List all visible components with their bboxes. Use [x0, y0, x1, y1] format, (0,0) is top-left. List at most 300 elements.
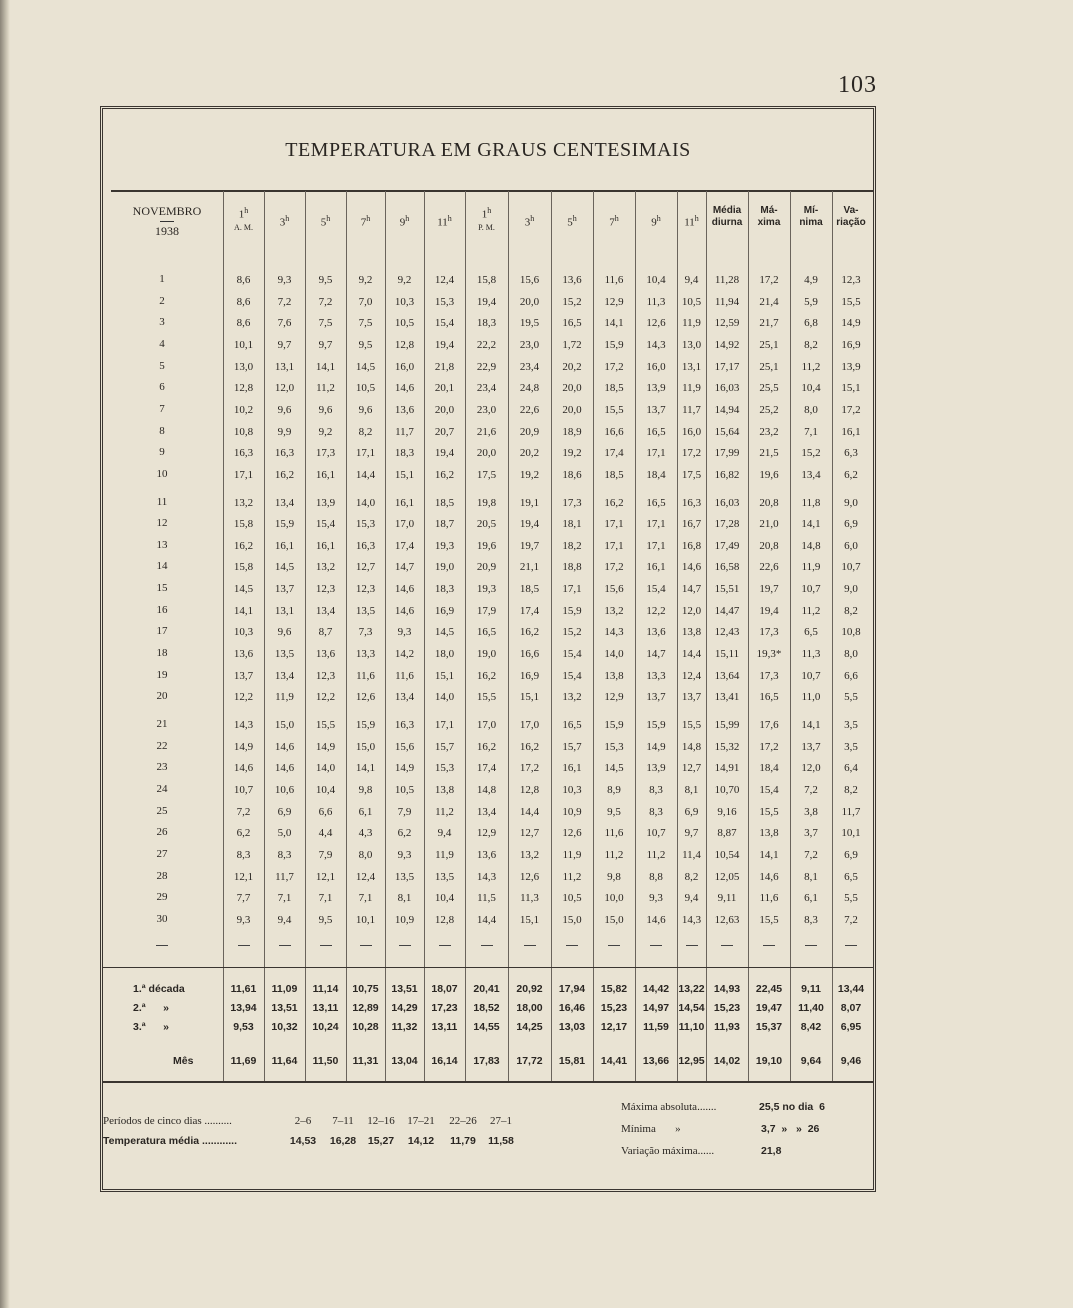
table-cell: 15,8 — [233, 518, 254, 531]
table-cell: 8,1 — [397, 892, 412, 905]
summary-cell: 10,32 — [271, 1021, 298, 1033]
period-mean: 16,28 — [329, 1135, 357, 1147]
column-header-sup: h — [366, 214, 371, 223]
table-cell: 17,3 — [759, 669, 779, 682]
table-cell: 14,5 — [434, 626, 455, 639]
column-header — [385, 213, 424, 229]
table-cell: 14,6 — [394, 583, 415, 596]
table-cell: 11,9 — [435, 848, 454, 861]
table-cell: 16,2 — [476, 669, 497, 682]
table-cell: 12,2 — [233, 691, 254, 704]
table-cell: 6,1 — [358, 805, 373, 818]
table-cell: 17,2 — [604, 561, 624, 574]
summary-cell: 13,51 — [271, 1002, 298, 1014]
table-cell: 10,8 — [841, 626, 861, 639]
summary-cell: 17,72 — [516, 1055, 543, 1067]
table-cell: 14,8 — [681, 740, 702, 753]
table-cell: 14,4 — [476, 913, 497, 926]
table-cell: 9,9 — [277, 425, 292, 438]
table-cell: 19,7 — [519, 539, 540, 552]
table-cell: 11,3 — [520, 892, 539, 905]
page-title: TEMPERATURA EM GRAUS CENTESIMAIS — [285, 139, 691, 161]
table-cell: 13,6 — [394, 403, 415, 416]
table-cell: 19,3 — [476, 583, 497, 596]
table-cell: 15,99 — [714, 719, 740, 731]
table-cell: 21,6 — [476, 425, 497, 438]
period-range: 7–11 — [332, 1115, 354, 1127]
table-cell: 17,5 — [476, 468, 497, 481]
table-cell: 14,0 — [434, 691, 455, 704]
table-cell: 11,2 — [562, 870, 582, 883]
period-mean: 11,79 — [450, 1135, 476, 1147]
table-cell: 19,4 — [759, 604, 779, 617]
period-mean: 14,53 — [289, 1135, 317, 1147]
summary-label: Mês — [173, 1055, 194, 1067]
row-dash — [320, 945, 332, 946]
table-cell: 13,5 — [355, 604, 376, 617]
table-cell: 17,3 — [315, 447, 336, 460]
table-cell: 15,4 — [434, 317, 455, 330]
summary-cell: 9,53 — [233, 1021, 254, 1033]
table-cell: 20,0 — [476, 447, 497, 460]
table-cell: 12,3 — [315, 583, 336, 596]
table-cell: 8,6 — [236, 274, 251, 286]
table-cell: 12,4 — [355, 870, 376, 883]
table-cell: 13,5 — [394, 870, 415, 883]
table-cell: 16,03 — [714, 496, 740, 509]
day-label: 10 — [156, 467, 168, 480]
table-cell: 14,8 — [801, 539, 821, 552]
table-cell: 8,9 — [607, 783, 621, 796]
table-cell: 16,6 — [519, 648, 540, 661]
month-header — [111, 205, 223, 237]
table-cell: 12,7 — [519, 827, 540, 840]
table-cell: 17,3 — [759, 626, 779, 639]
table-cell: 12,59 — [714, 317, 740, 330]
table-cell: 23,4 — [519, 360, 540, 373]
table-cell: 13,9 — [315, 496, 336, 509]
table-cell: 15,0 — [355, 740, 376, 753]
table-cell: 7,1 — [277, 892, 292, 905]
summary-cell: 9,46 — [840, 1055, 862, 1067]
row-dash — [156, 945, 168, 946]
table-cell: 12,43 — [714, 626, 740, 639]
table-cell: 10,7 — [801, 669, 821, 682]
table-cell: 11,9 — [682, 317, 701, 330]
table-cell: 21,8 — [434, 360, 455, 373]
table-cell: 14,3 — [646, 338, 666, 351]
table-cell: 14,7 — [646, 648, 666, 661]
column-header-sup: h — [447, 214, 452, 223]
table-cell: 16,5 — [562, 719, 582, 731]
table-cell: 8,6 — [236, 295, 251, 308]
table-cell: 12,4 — [681, 669, 702, 682]
table-cell: 7,2 — [318, 295, 333, 308]
table-cell: 13,9 — [841, 360, 861, 373]
table-cell: 13,6 — [562, 274, 582, 286]
table-cell: 15,2 — [562, 626, 582, 639]
summary-cell: 11,10 — [678, 1021, 705, 1033]
column-header-main: 1 — [238, 208, 245, 221]
table-cell: 19,6 — [759, 468, 779, 481]
table-cell: 13,1 — [274, 360, 295, 373]
table-cell: 12,6 — [355, 691, 376, 704]
table-cell: 12,2 — [315, 691, 336, 704]
row-dash — [763, 945, 775, 946]
table-cell: 16,2 — [434, 468, 455, 481]
table-cell: 18,0 — [434, 648, 455, 661]
table-cell: 16,5 — [646, 496, 666, 509]
summary-cell: 12,17 — [600, 1021, 628, 1033]
table-cell: 18,9 — [562, 425, 582, 438]
summary-cell: 11,50 — [312, 1055, 339, 1067]
table-cell: 13,1 — [681, 360, 702, 373]
column-header-sub: A. M. — [234, 222, 253, 232]
day-label: 9 — [159, 446, 165, 459]
table-cell: 9,11 — [717, 892, 737, 905]
table-cell: 17,2 — [759, 274, 779, 286]
table-cell: 15,4 — [646, 583, 666, 596]
table-cell: 9,8 — [358, 783, 373, 796]
table-cell: 10,6 — [274, 783, 295, 796]
table-cell: 6,5 — [844, 870, 858, 883]
table-cell: 9,7 — [684, 827, 699, 840]
summary-cell: 13,51 — [391, 983, 418, 995]
table-cell: 11,9 — [801, 561, 821, 574]
table-cell: 8,3 — [649, 805, 663, 818]
table-cell: 17,1 — [604, 539, 624, 552]
table-cell: 10,4 — [801, 382, 821, 395]
table-cell: 15,3 — [355, 518, 376, 531]
summary-cell: 10,28 — [352, 1021, 379, 1033]
summary-cell: 15,37 — [755, 1021, 783, 1033]
month-label: NOVEMBRO — [132, 204, 202, 218]
table-cell: 9,16 — [717, 805, 737, 818]
table-cell: 8,87 — [717, 827, 737, 840]
table-cell: 16,2 — [274, 468, 295, 481]
table-cell: 18,5 — [519, 583, 540, 596]
table-cell: 13,0 — [681, 338, 702, 351]
table-cell: 17,4 — [394, 539, 415, 552]
table-cell: 6,9 — [277, 805, 292, 818]
table-cell: 6,9 — [844, 848, 858, 861]
table-cell: 15,5 — [759, 805, 779, 818]
summary-cell: 14,55 — [473, 1021, 500, 1033]
table-cell: 8,0 — [804, 403, 818, 416]
table-cell: 6,0 — [844, 539, 858, 552]
summary-cell: 11,31 — [352, 1055, 379, 1067]
table-cell: 23,4 — [476, 382, 497, 395]
table-cell: 17,4 — [604, 447, 624, 460]
table-cell: 23,0 — [519, 338, 540, 351]
day-label: 27 — [156, 847, 168, 860]
table-cell: 10,1 — [841, 827, 861, 840]
table-cell: 11,4 — [682, 848, 701, 861]
table-cell: 10,3 — [562, 783, 582, 796]
row-dash — [439, 945, 451, 946]
table-cell: 17,2 — [759, 740, 779, 753]
table-cell: 16,2 — [233, 539, 254, 552]
table-cell: 12,7 — [355, 561, 376, 574]
column-header — [635, 213, 677, 229]
table-cell: 6,3 — [844, 447, 858, 460]
table-cell: 15,4 — [759, 783, 779, 796]
table-cell: 7,0 — [358, 295, 373, 308]
table-cell: 16,2 — [604, 496, 624, 509]
table-cell: 14,4 — [355, 468, 376, 481]
table-cell: 13,0 — [233, 360, 254, 373]
table-cell: 14,47 — [714, 604, 740, 617]
table-cell: 10,7 — [646, 827, 666, 840]
table-cell: 12,8 — [434, 913, 455, 926]
table-cell: 8,2 — [684, 870, 699, 883]
summary-cell: 10,24 — [312, 1021, 339, 1033]
day-label: 15 — [156, 582, 168, 595]
table-cell: 18,7 — [434, 518, 455, 531]
table-cell: 11,5 — [477, 892, 496, 905]
table-cell: 8,6 — [236, 317, 251, 330]
table-cell: 7,9 — [318, 848, 333, 861]
table-cell: 8,0 — [358, 848, 373, 861]
column-header-sup: h — [656, 214, 661, 223]
table-cell: 13,64 — [714, 669, 740, 682]
table-cell: 12,9 — [476, 827, 497, 840]
day-label: 11 — [156, 495, 168, 508]
summary-cell: 20,41 — [473, 983, 500, 995]
summary-rule — [103, 967, 873, 968]
table-cell: 16,7 — [681, 518, 702, 531]
table-cell: 16,0 — [394, 360, 415, 373]
table-cell: 11,2 — [435, 805, 454, 818]
table-cell: 20,7 — [434, 425, 455, 438]
table-cell: 11,3 — [646, 295, 666, 308]
day-label: 30 — [156, 912, 168, 925]
table-cell: 14,0 — [355, 496, 376, 509]
summary-cell: 11,93 — [714, 1021, 740, 1033]
table-cell: 14,0 — [315, 762, 336, 775]
table-cell: 10,3 — [394, 295, 415, 308]
table-cell: 13,9 — [646, 382, 666, 395]
table-cell: 17,99 — [714, 447, 740, 460]
table-cell: 24,8 — [519, 382, 540, 395]
table-cell: 8,2 — [844, 783, 858, 796]
column-header — [706, 205, 748, 229]
table-cell: 17,17 — [714, 360, 740, 373]
table-cell: 20,0 — [562, 403, 582, 416]
day-label: 23 — [156, 761, 168, 774]
summary-cell: 12,95 — [678, 1055, 705, 1067]
table-cell: 15,5 — [681, 719, 702, 731]
table-cell: 13,4 — [274, 496, 295, 509]
table-cell: 23,0 — [476, 403, 497, 416]
table-cell: 10,1 — [233, 338, 254, 351]
summary-cell: 16,46 — [558, 1002, 586, 1014]
table-cell: 11,7 — [275, 870, 294, 883]
table-cell: 8,2 — [358, 425, 373, 438]
table-cell: 10,5 — [355, 382, 376, 395]
table-frame — [100, 106, 876, 1192]
table-cell: 16,3 — [233, 447, 254, 460]
summary-cell: 8,42 — [800, 1021, 822, 1033]
column-header — [465, 205, 508, 234]
table-cell: 5,5 — [844, 892, 858, 905]
table-cell: 17,2 — [519, 762, 540, 775]
table-cell: 25,2 — [759, 403, 779, 416]
table-cell: 14,5 — [355, 360, 376, 373]
table-cell: 23,2 — [759, 425, 779, 438]
table-cell: 19,4 — [476, 295, 497, 308]
table-cell: 15,6 — [519, 274, 540, 286]
table-cell: 14,6 — [274, 762, 295, 775]
table-cell: 15,5 — [604, 403, 624, 416]
table-cell: 14,2 — [394, 648, 415, 661]
table-cell: 17,5 — [681, 468, 702, 481]
table-cell: 19,0 — [476, 648, 497, 661]
table-cell: 7,2 — [844, 913, 858, 926]
summary-cell: 18,07 — [431, 983, 458, 995]
table-cell: 18,3 — [394, 447, 415, 460]
table-cell: 13,5 — [274, 648, 295, 661]
table-cell: 7,1 — [804, 425, 818, 438]
table-cell: 14,6 — [394, 604, 415, 617]
table-cell: 19,0 — [434, 561, 455, 574]
table-cell: 22,2 — [476, 338, 497, 351]
day-label: 5 — [159, 359, 165, 372]
summary-cell: 14,93 — [713, 983, 741, 995]
summary-label: 1.ª década — [133, 983, 185, 995]
column-header — [305, 213, 346, 229]
table-cell: 6,9 — [844, 518, 858, 531]
summary-cell: 13,44 — [837, 983, 865, 995]
period-range: 2–6 — [294, 1115, 312, 1127]
table-cell: 15,5 — [759, 913, 779, 926]
table-cell: 16,0 — [646, 360, 666, 373]
table-cell: 12,0 — [801, 762, 821, 775]
table-cell: 18,4 — [646, 468, 666, 481]
table-cell: 15,9 — [646, 719, 666, 731]
table-cell: 7,5 — [358, 317, 373, 330]
table-cell: 13,2 — [233, 496, 254, 509]
table-cell: 5,5 — [844, 691, 858, 704]
table-cell: 17,1 — [434, 719, 455, 731]
summary-cell: 13,22 — [678, 983, 705, 995]
table-cell: 14,1 — [604, 317, 624, 330]
table-cell: 6,2 — [844, 468, 858, 481]
day-label: 28 — [156, 869, 168, 882]
table-cell: 16,5 — [562, 317, 582, 330]
table-cell: 13,8 — [759, 827, 779, 840]
day-label: 17 — [156, 625, 168, 638]
table-cell: 12,1 — [315, 870, 336, 883]
table-cell: 20,2 — [519, 447, 540, 460]
table-bottom-rule — [103, 1081, 873, 1083]
table-cell: 16,1 — [315, 539, 336, 552]
table-cell: 11,8 — [801, 496, 821, 509]
table-cell: 19,4 — [434, 447, 455, 460]
table-cell: 17,1 — [646, 518, 666, 531]
summary-cell: 18,00 — [516, 1002, 543, 1014]
row-dash — [686, 945, 698, 946]
summary-cell: 11,61 — [230, 983, 257, 995]
table-cell: 12,9 — [604, 691, 624, 704]
table-cell: 11,3 — [801, 648, 821, 661]
table-cell: 18,3 — [434, 583, 455, 596]
table-cell: 4,3 — [358, 827, 373, 840]
periods-label: Períodos de cinco dias .......... — [103, 1115, 232, 1127]
table-cell: 21,0 — [759, 518, 779, 531]
table-cell: 17,1 — [604, 518, 624, 531]
table-cell: 10,4 — [434, 892, 455, 905]
table-cell: 5,9 — [804, 295, 818, 308]
variation-value: 21,8 — [761, 1145, 782, 1157]
summary-cell: 11,40 — [798, 1002, 824, 1014]
summary-cell: 14,42 — [642, 983, 670, 995]
table-cell: 15,9 — [274, 518, 295, 531]
table-cell: 16,8 — [681, 539, 702, 552]
table-cell: 11,9 — [562, 848, 582, 861]
table-cell: 13,1 — [274, 604, 295, 617]
table-cell: 17,1 — [233, 468, 254, 481]
table-cell: 18,5 — [434, 496, 455, 509]
summary-cell: 22,45 — [755, 983, 783, 995]
table-cell: 11,6 — [759, 892, 779, 905]
table-cell: 15,1 — [519, 913, 540, 926]
table-cell: 9,7 — [318, 338, 333, 351]
column-header — [508, 213, 551, 229]
page-number: 103 — [838, 72, 877, 98]
table-cell: 16,1 — [646, 561, 666, 574]
summary-cell: 13,04 — [391, 1055, 418, 1067]
table-cell: 11,6 — [395, 669, 414, 682]
column-header-main: Má- — [760, 205, 778, 216]
column-header-sup: h — [285, 214, 290, 223]
column-header-main: 9 — [399, 216, 406, 229]
table-cell: 9,2 — [318, 425, 333, 438]
day-label: 24 — [156, 782, 168, 795]
table-cell: 10,70 — [714, 783, 740, 796]
table-cell: 17,6 — [759, 719, 779, 731]
table-cell: 10,4 — [315, 783, 336, 796]
table-cell: 14,6 — [646, 913, 666, 926]
table-cell: 16,3 — [274, 447, 295, 460]
table-cell: 15,6 — [394, 740, 415, 753]
table-cell: 18,2 — [562, 539, 582, 552]
table-cell: 15,4 — [315, 518, 336, 531]
table-cell: 14,9 — [315, 740, 336, 753]
max-abs-label: Máxima absoluta....... — [621, 1101, 717, 1113]
table-cell: 7,1 — [358, 892, 373, 905]
day-label: 3 — [159, 316, 165, 329]
summary-cell: 13,03 — [558, 1021, 586, 1033]
summary-cell: 13,66 — [642, 1055, 670, 1067]
column-header-sub: riação — [836, 217, 866, 228]
table-cell: 14,5 — [233, 583, 254, 596]
table-cell: 9,4 — [684, 892, 699, 905]
column-header-main: 11 — [684, 216, 695, 229]
table-cell: 22,6 — [759, 561, 779, 574]
table-cell: 19,7 — [759, 583, 779, 596]
column-header-sup: h — [614, 214, 619, 223]
table-cell: 8,1 — [684, 783, 699, 796]
table-cell: 8,0 — [844, 648, 858, 661]
table-cell: 13,8 — [434, 783, 455, 796]
table-cell: 9,6 — [318, 403, 333, 416]
column-header-sub: xima — [757, 217, 781, 228]
table-cell: 15,5 — [315, 719, 336, 731]
table-cell: 15,11 — [714, 648, 740, 661]
row-dash — [845, 945, 857, 946]
table-cell: 20,1 — [434, 382, 455, 395]
